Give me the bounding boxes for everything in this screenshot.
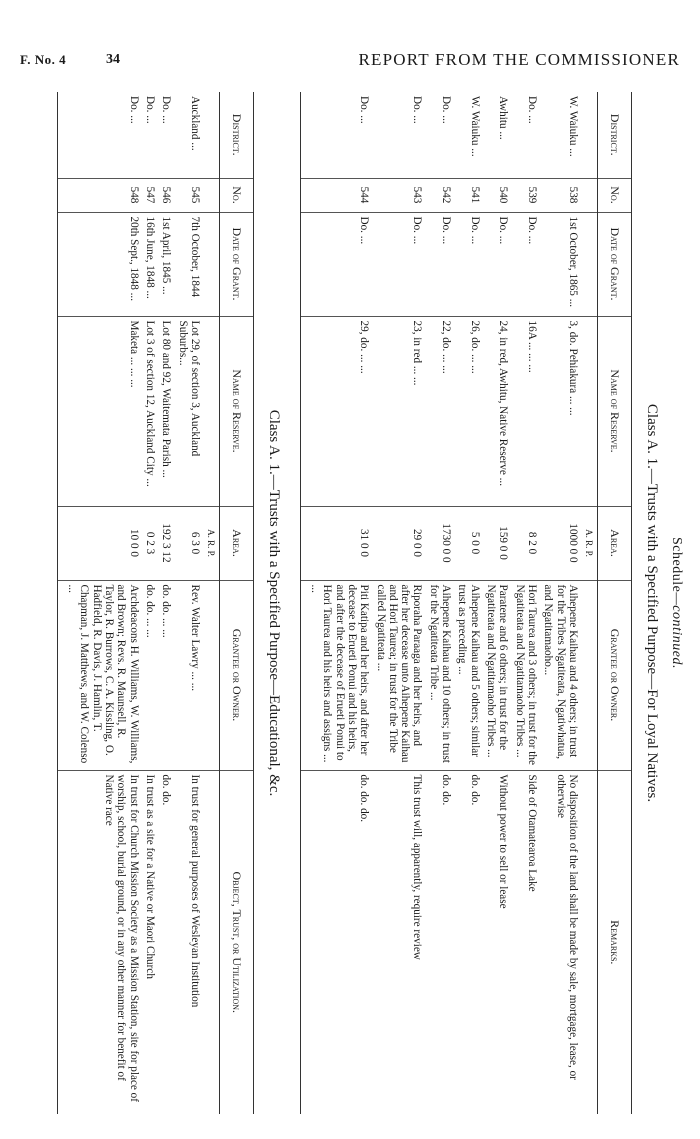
object-cell: In trust as a site for a Native or Maori Church: [142, 770, 158, 1114]
area-units: A. R. P.: [203, 506, 219, 580]
loyal-natives-table: [300, 92, 632, 1114]
date-cell: Do. ...: [425, 212, 454, 316]
column-header: No.: [597, 178, 631, 212]
educational-table: [57, 92, 254, 1114]
reserve-cell: 3, do. Pehiakura ... ...: [540, 316, 581, 506]
reserve-cell: 16A ... ... ...: [511, 316, 540, 506]
grantee-cell: Rev. Walter Lawry ... ...: [174, 580, 203, 770]
area-cell: 10 0 0: [57, 506, 141, 580]
grantee-cell: Hori Taurea and 3 others; in trust for the Ngatiteata and Ngatitamaoho Tribes ...: [511, 580, 540, 770]
district-cell: Do. ...: [300, 92, 372, 178]
grantee-cell: Aihepene Kaihau and 4 others; in trust for the Tribes Ngatiteata, Ngatiwhatua, and Ngatitamaoho...: [540, 580, 581, 770]
district-cell: Do. ...: [525, 96, 538, 124]
reserve-cell: 26, do. ... ...: [454, 316, 483, 506]
number-cell: 543: [372, 178, 425, 212]
table-row: [483, 92, 512, 1114]
date-cell: 7th October, 1844: [174, 212, 203, 316]
table-row: [142, 92, 158, 1114]
date-cell: 20th Sept., 1848 ...: [57, 212, 141, 316]
column-header: Name of Reserve.: [597, 316, 631, 506]
grantee-cell: Archdeacons H. Williams, W. Williams, and Brown; Revs. R. Maunsell, R. Taylor, R. Burrows, C. A. Kissling, O. Hadfield, R. Davis, J. Hamlin, T. Chapman, J. Matthews, and W. Colenso ...: [57, 580, 141, 770]
column-header: Grantee or Owner.: [219, 580, 253, 770]
district-cell: W. Waiuku ...: [566, 96, 579, 157]
remarks-cell: Side of Otamatearoa Lake: [511, 770, 540, 1114]
page-header: [20, 46, 680, 76]
number-cell: 545: [174, 178, 203, 212]
date-cell: Do. ...: [372, 212, 425, 316]
grantee-cell: do. do. ... ...: [142, 580, 158, 770]
column-header: Area.: [219, 506, 253, 580]
column-header: Date of Grant.: [219, 212, 253, 316]
area-cell: 5 0 0: [454, 506, 483, 580]
paper-reference: F. No. 4: [20, 52, 67, 67]
units-row: [203, 92, 219, 1114]
column-header: Object, Trust, or Utilization.: [219, 770, 253, 1114]
column-header: District.: [219, 92, 253, 178]
date-cell: 1st October, 1865 ...: [540, 212, 581, 316]
number-cell: 540: [483, 178, 512, 212]
number-cell: 542: [425, 178, 454, 212]
reserve-cell: Lot 80 and 92, Waitemata Parish ...: [158, 316, 174, 506]
column-header: Date of Grant.: [597, 212, 631, 316]
number-cell: 548: [57, 178, 141, 212]
grantee-cell: Paratene and 6 others; in trust for the Ngatiteata and Ngatitamaoho Tribes ...: [483, 580, 512, 770]
table-row: [511, 92, 540, 1114]
date-cell: Do. ...: [511, 212, 540, 316]
area-cell: 192 3 12: [158, 506, 174, 580]
table-row: [57, 92, 141, 1114]
district-cell: Awhitu ...: [497, 96, 510, 140]
remarks-cell: This trust will, apparently, require review: [372, 770, 425, 1114]
units-row: [581, 92, 597, 1114]
page-title: REPORT FROM THE COMMISSIONER: [358, 50, 680, 69]
loyal-natives-caption: Class A. 1.—Trusts with a Specified Purpose—For Loyal Natives.: [644, 403, 660, 803]
district-cell: Do. ...: [440, 96, 453, 124]
date-cell: Do. ...: [483, 212, 512, 316]
column-header: Area.: [597, 506, 631, 580]
district-cell: Do. ...: [160, 96, 173, 124]
table-row: [425, 92, 454, 1114]
reserve-cell: 23, in red ... ...: [372, 316, 425, 506]
number-cell: 547: [142, 178, 158, 212]
table-row: [372, 92, 425, 1114]
remarks-cell: Without power to sell or lease: [483, 770, 512, 1114]
table-header-row: [219, 92, 253, 1114]
area-cell: 159 0 0: [483, 506, 512, 580]
area-cell: 1730 0 0: [425, 506, 454, 580]
column-header: Name of Reserve.: [219, 316, 253, 506]
remarks-cell: do. do.: [425, 770, 454, 1114]
number-cell: 539: [511, 178, 540, 212]
grantee-cell: Piti Katipa and her heirs, and after her decease to Erueti Ponui and his heirs, and after the decease of Erueti Ponui to Hori Taurea and his heirs and assigns ... ...: [300, 580, 372, 770]
table-row: [540, 92, 581, 1114]
grantee-cell: Aihepene Kaihau and 10 others; in trust for the Ngatiteata Tribe ...: [425, 580, 454, 770]
object-cell: do. do.: [158, 770, 174, 1114]
remarks-cell: do. do.: [454, 770, 483, 1114]
number-cell: 541: [454, 178, 483, 212]
district-cell: Auckland ...: [188, 96, 201, 151]
area-cell: 0 2 3: [142, 506, 158, 580]
district-cell: Do. ...: [57, 92, 141, 178]
district-cell: Do. ...: [411, 96, 424, 124]
area-units: A. R. P.: [581, 506, 597, 580]
object-cell: In trust for general purposes of Wesleyan Institution: [174, 770, 203, 1114]
date-cell: Do. ...: [300, 212, 372, 316]
table-row: [454, 92, 483, 1114]
educational-caption: Class A. 1.—Trusts with a Specified Purpose—Educational, &c.: [266, 409, 282, 797]
object-cell: In trust for Church Mission Society as a Mission Station, site for place of worship, school, burial ground, or in any other manner for benefit of Native race: [57, 770, 141, 1114]
date-cell: 16th June, 1848 ...: [142, 212, 158, 316]
number-cell: 546: [158, 178, 174, 212]
date-cell: Do. ...: [454, 212, 483, 316]
rotated-content: [10, 88, 690, 1118]
area-cell: 29 0 0: [372, 506, 425, 580]
grantee-cell: do. do. ... ...: [158, 580, 174, 770]
remarks-cell: do. do. do.: [300, 770, 372, 1114]
reserve-cell: 24, in red, Awhitu, Native Reserve ...: [483, 316, 512, 506]
schedule-title: Schedule—continued.: [669, 537, 684, 669]
column-header: Remarks.: [597, 770, 631, 1114]
area-cell: 8 2 0: [511, 506, 540, 580]
district-cell: W. Waiuku ...: [468, 96, 481, 157]
reserve-cell: 22, do. ... ...: [425, 316, 454, 506]
table-header-row: [597, 92, 631, 1114]
reserve-cell: Lot 3 of section 12, Auckland City ...: [142, 316, 158, 506]
table-row: [174, 92, 203, 1114]
area-cell: 1000 0 0: [540, 506, 581, 580]
reserve-cell: 29, do. ... ...: [300, 316, 372, 506]
table-row: [158, 92, 174, 1114]
column-header: No.: [219, 178, 253, 212]
reserve-cell: Lot 29, of section 3, Auckland Suburbs...: [174, 316, 203, 506]
reserve-cell: Maketa ... ... ...: [57, 316, 141, 506]
grantee-cell: Riporaha Paraaga and her heirs, and after her decease unto Aihepene Kaihau and Hori Taurea; in trust for the Tribe called Ngatiteata ...: [372, 580, 425, 770]
column-header: Grantee or Owner.: [597, 580, 631, 770]
area-cell: 31 0 0: [300, 506, 372, 580]
remarks-cell: No disposition of the land shall be made by sale, mortgage, lease, or otherwise: [540, 770, 581, 1114]
table-row: [300, 92, 372, 1114]
grantee-cell: Aihepene Kaihau and 5 others; similar trust as preceding ...: [454, 580, 483, 770]
column-header: District.: [597, 92, 631, 178]
number-cell: 544: [300, 178, 372, 212]
date-cell: 1st April, 1845 ...: [158, 212, 174, 316]
page-number: 34: [106, 52, 120, 67]
district-cell: Do. ...: [143, 96, 156, 124]
number-cell: 538: [540, 178, 581, 212]
area-cell: 6 3 0: [174, 506, 203, 580]
